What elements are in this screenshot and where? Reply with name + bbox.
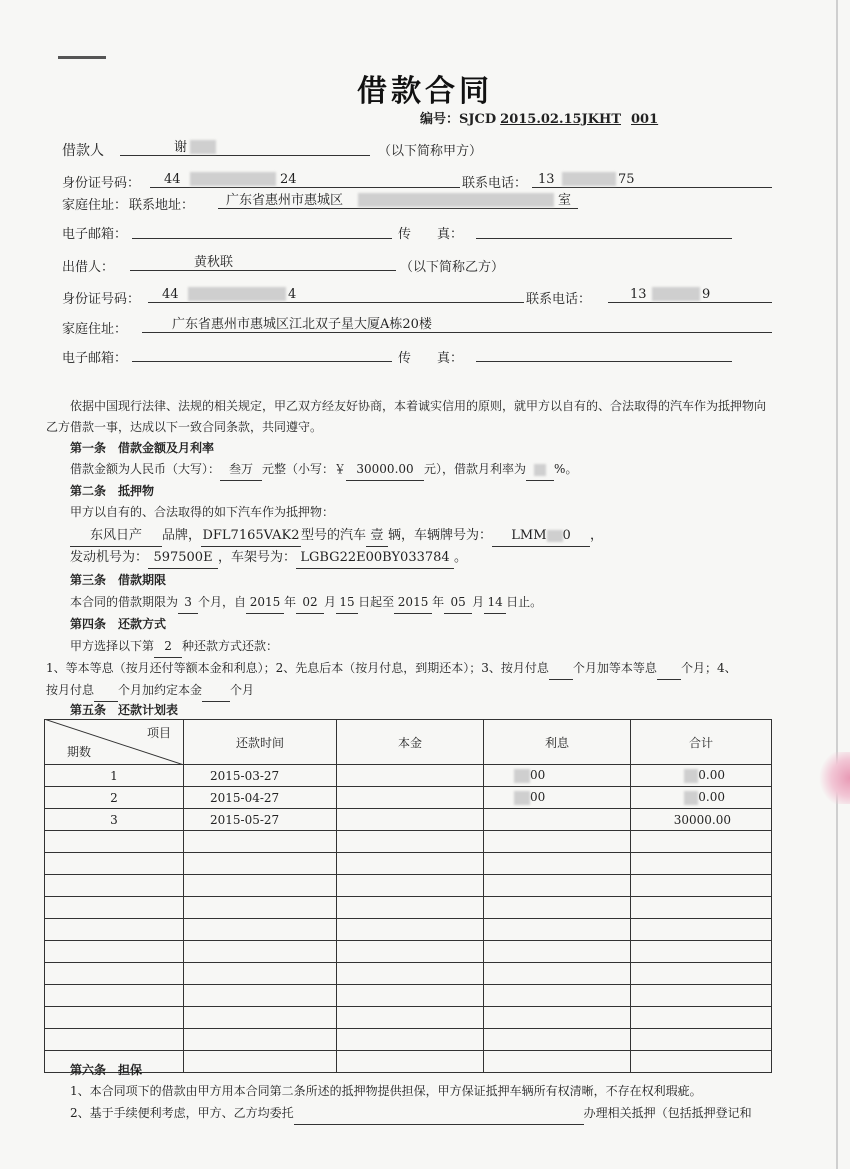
table-row-empty xyxy=(45,1051,772,1073)
paper-edge xyxy=(836,0,838,1169)
corner-mark xyxy=(58,56,106,59)
borrower-phone-label: 联系电话： xyxy=(462,176,528,191)
lender-fax-field xyxy=(476,347,732,362)
contract-title: 借款合同 xyxy=(357,74,493,109)
table-row: 1 2015-03-27 00 0.00 xyxy=(45,765,772,787)
lender-name-field: 黄秋联 xyxy=(130,256,396,271)
lender-address-label: 家庭住址： xyxy=(62,322,128,337)
redaction xyxy=(562,172,616,186)
lender-phone-label: 联系电话： xyxy=(526,292,592,307)
article-2-engine: 发动机号为： 597500E ，车架号为： LGBG22E00BY033784 。 xyxy=(70,547,467,569)
borrower-id-field: 44 24 xyxy=(150,173,460,188)
redaction xyxy=(190,140,216,154)
borrower-fax-field xyxy=(476,224,732,239)
article-4-options-2: 按月付息 个月加约定本金 个月 xyxy=(46,680,254,702)
borrower-id-label: 身份证号码： xyxy=(62,176,141,191)
table-header-diagonal xyxy=(44,719,184,765)
borrower-email-field xyxy=(132,224,392,239)
borrower-email-label: 电子邮箱： xyxy=(62,227,128,242)
borrower-label: 借款人 xyxy=(62,143,104,159)
contract-number: 编号：SJCD 2015.02.15JKHT 001 xyxy=(420,112,659,127)
redaction xyxy=(652,287,700,301)
article-5-title: 第五条 还款计划表 xyxy=(70,703,179,717)
article-4-title: 第四条 还款方式 xyxy=(70,617,167,631)
article-1-title: 第一条 借款金额及月利率 xyxy=(70,441,215,455)
table-row-empty xyxy=(45,853,772,875)
redaction xyxy=(190,172,276,186)
lender-alias: （以下简称乙方） xyxy=(400,260,505,275)
borrower-address-label: 家庭住址： 联系地址： xyxy=(62,198,195,213)
borrower-address-field: 广东省惠州市惠城区 室 xyxy=(218,194,578,209)
article-3-body: 本合同的借款期限为 3 个月，自 2015 年 02 月 15 日起至 2015 年 05 月 14 日止。 xyxy=(70,592,542,614)
header-interest: 利息 xyxy=(484,720,631,765)
table-row-empty xyxy=(45,963,772,985)
red-seal-fragment xyxy=(818,752,850,804)
borrower-fax-label: 传 真： xyxy=(398,227,464,242)
lender-address-field: 广东省惠州市惠城区江北双子星大厦A栋20楼 xyxy=(142,318,772,333)
table-row-empty xyxy=(45,985,772,1007)
repayment-schedule-table xyxy=(44,719,772,1073)
lender-phone-field: 13 9 xyxy=(608,288,772,303)
table-row-empty xyxy=(45,919,772,941)
article-2-title: 第二条 抵押物 xyxy=(70,484,155,498)
redaction xyxy=(358,193,554,207)
table-row-empty xyxy=(45,1029,772,1051)
header-total: 合计 xyxy=(631,720,772,765)
article-1-body: 借款金额为人民币（大写）： 叁万 元整（小写：￥ 30000.00 元），借款月利率为 %。 xyxy=(70,459,577,481)
table-row-empty xyxy=(45,831,772,853)
lender-label: 出借人： xyxy=(62,260,115,275)
lender-fax-label: 传 真： xyxy=(398,351,464,366)
header-date: 还款时间 xyxy=(184,720,337,765)
table-row-empty xyxy=(45,941,772,963)
redaction xyxy=(188,287,286,301)
lender-email-field xyxy=(132,347,392,362)
header-principal: 本金 xyxy=(337,720,484,765)
lender-email-label: 电子邮箱： xyxy=(62,351,128,366)
article-4-options-1: 1、等本等息（按月还付等额本金和利息）；2、先息后本（按月付息，到期还本）；3、按月付息 个月加等本等息 个月；4、 xyxy=(46,658,737,680)
article-4-choice: 甲方选择以下第 2 种还款方式还款： xyxy=(70,636,278,658)
article-2-intro: 甲方以自有的、合法取得的如下汽车作为抵押物： xyxy=(70,505,335,519)
borrower-alias: （以下简称甲方） xyxy=(378,144,483,159)
header-item-period: 项目 期数 xyxy=(45,720,184,765)
article-6-title: 第六条 担保 xyxy=(70,1063,143,1077)
article-6-line-2: 2、基于手续便利考虑，甲方、乙方均委托 办理相关抵押（包括抵押登记和 xyxy=(70,1103,752,1125)
lender-id-label: 身份证号码： xyxy=(62,292,141,307)
table-row-empty xyxy=(45,1007,772,1029)
borrower-name-field: 谢 xyxy=(120,141,370,156)
table-row-empty xyxy=(45,875,772,897)
table-row: 2 2015-04-27 00 0.00 xyxy=(45,787,772,809)
intro-paragraph: 依据中国现行法律、法规的相关规定，甲乙双方经友好协商，本着诚实信用的原则，就甲方以自有的、合法取得的汽车作为抵押物向乙方借款一事，达成以下一致合同条款，共同遵守。 xyxy=(46,399,767,434)
table-row-empty xyxy=(45,897,772,919)
article-6-line-1: 1、本合同项下的借款由甲方用本合同第二条所述的抵押物提供担保，甲方保证抵押车辆所有权清晰，不存在权利瑕疵。 xyxy=(70,1084,702,1098)
lender-id-field: 44 4 xyxy=(148,288,524,303)
article-2-vehicle: 东风日产 品牌，DFL7165VAK2型号的汽车 壹 辆，车辆牌号为： LMM 0 ， xyxy=(70,525,603,547)
borrower-phone-field: 13 75 xyxy=(532,173,772,188)
table-row: 3 2015-05-27 30000.00 xyxy=(45,809,772,831)
article-3-title: 第三条 借款期限 xyxy=(70,573,167,587)
